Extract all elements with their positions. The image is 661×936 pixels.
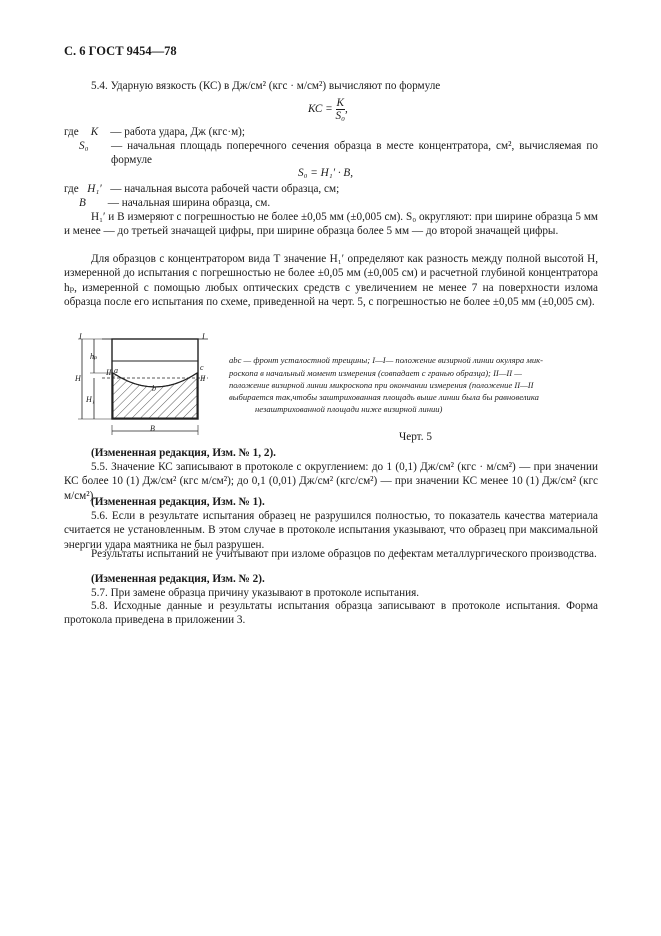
definition-b [79,196,598,210]
def-symbol: B [79,197,86,209]
def-text: — начальная ширина образца, см. [107,197,271,209]
label-hp: hₚ [90,352,98,361]
figure-caption-line: незаштрихованной площади ниже визирной линии) [255,404,443,414]
def-symbol: K [90,126,99,138]
def-symbol: S₀ [79,140,89,152]
figure-caption-line: положение визирной линии микроскопа при окончании измерения (положение II—II [229,380,534,390]
formula-kc [308,97,348,122]
figure-caption-line: роскопа в начальный момент измерения (совпадает с гранью образца); II—II — [229,368,522,378]
def-text: — начальная площадь поперечного сечения образца в месте концентратора, см², вычисляемая по формуле [111,140,598,167]
def-symbol: H₁′ [87,183,102,195]
definition-k [64,125,598,139]
formula-kc-lhs: КС = [308,103,336,116]
paragraph-5-6-results: Результаты испытаний не учитывают при изломе образцов по дефектам металлургического производства. [91,548,597,560]
formula-kc-numerator: K [336,97,344,109]
figure-caption-line: выбирается так,чтобы заштрихованная площадь выше линии была бы равновелика [229,392,539,402]
formula-kc-denominator: S₀ [335,110,345,122]
def-text: — работа удара, Дж (кгс·м); [110,126,245,138]
label-c: c [200,363,204,372]
label-i-right: I [202,332,205,341]
edition-note-1: (Измененная редакция, Изм. № 1, 2). [91,447,276,459]
edition-note-2: (Измененная редакция, Изм. № 1). [91,496,265,508]
formula-s0: S₀ = H₁′ · B, [298,167,354,179]
paragraph-5-5: 5.5. Значение КС записывают в протоколе с округлением: до 1 (0,1) Дж/см² (кгс · м/см²) — при значении КС более 10 (1) Дж/см² (кгс м/см²); до 0,1 (0,01) Дж/см² (кгс/см²) — при значении КС менее 10 (1) Дж/см² (кгс м/см²). [64,461,598,502]
label-ii-left: II [106,368,112,377]
label-b-point: b [152,384,156,393]
paragraph-5-6: 5.6. Если в результате испытания образец не разрушился полностью, то показатель качества материала считается не установленным. В этом случае в протоколе испытания указывают, что образец при максимальной энергии удара маятника не был разрушен. [64,510,598,551]
edition-note-3: (Измененная редакция, Изм. № 2). [91,573,265,585]
paragraph-concentrator-t: Для образцов с концентратором вида Т значение H₁′ определяют как разность между полной высотой H, измеренной до испытания с погрешностью не более ±0,05 мм (±0,005 см) и расчетной глубиной концентратора hₚ, измеренной с помощью любых оптических средств с увеличением не менее 7 на поверхности излома образца после его испытания по схеме, приведенной на черт. 5, с погрешностью не более ±0,05 мм (±0,005 см). [64,253,598,309]
def-prefix: где [64,126,79,138]
paragraph-measure: H₁′ и B измеряют с погрешностью не более ±0,05 мм (±0,005 см). S₀ округляют: при ширине образца 5 мм и менее — до третьей значащей цифры, при ширине образца более 5 мм — до второй значащей цифры. [64,211,598,238]
def-text: — начальная высота рабочей части образца, см; [110,183,340,195]
label-h1: H₁ [86,395,95,404]
formula-kc-fraction [336,97,345,122]
definition-s0 [79,139,598,168]
label-i-left: I [79,332,82,341]
label-h: H [75,374,81,383]
page-header: С. 6 ГОСТ 9454—78 [64,44,177,58]
paragraph-5-4: 5.4. Ударную вязкость (КС) в Дж/см² (кгс · м/см²) вычисляют по формуле [91,80,441,92]
formula-kc-end: , [345,103,348,116]
label-b-width: B [150,424,155,433]
figure-title: Черт. 5 [399,431,432,443]
figure-caption-line: abc — фронт усталостной трещины; I—I— положение визирной линии окуляра мик- [229,355,544,365]
definition-h1 [64,182,598,196]
paragraph-5-7: 5.7. При замене образца причину указывают в протоколе испытания. [91,587,420,599]
label-ii-right: II [200,374,206,383]
label-a: a [114,366,118,375]
paragraph-5-8: 5.8. Исходные данные и результаты испытания образца записывают в протоколе испытания. Форма протокола приведена в приложении 3. [64,600,598,627]
def-prefix: где [64,183,79,195]
